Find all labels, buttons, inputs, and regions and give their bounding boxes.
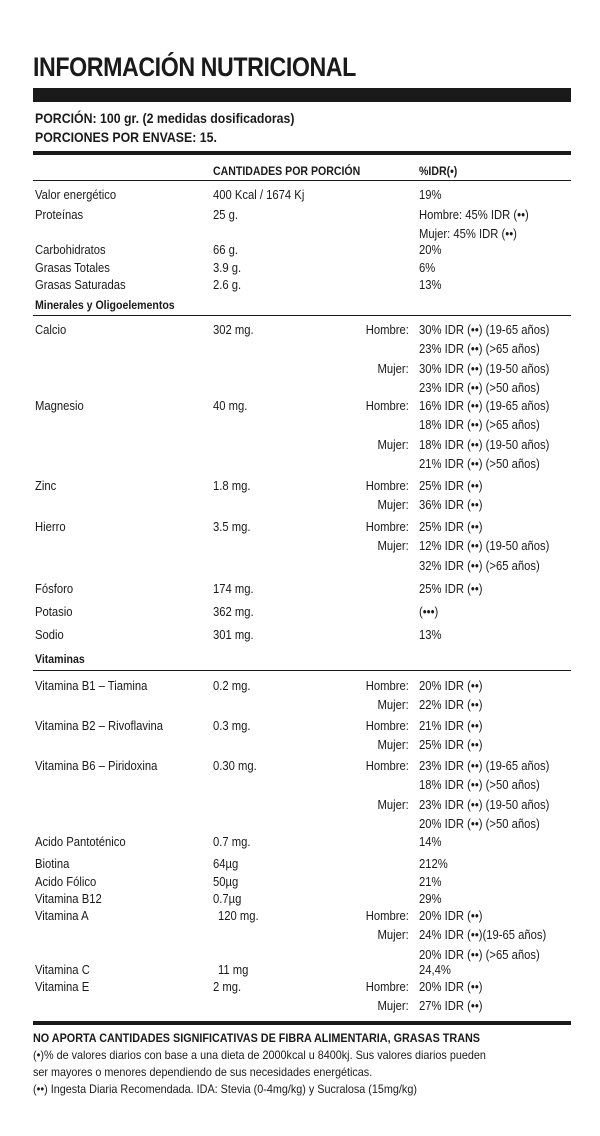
idr-value: 212%: [419, 857, 448, 871]
header-divider: [33, 180, 571, 181]
nutrient-name: Zinc: [35, 479, 57, 493]
idr-value: 21%: [419, 875, 442, 889]
nutrient-amount: 1.8 mg.: [213, 479, 251, 493]
idr-value: 23% IDR (••) (>65 años): [419, 342, 540, 356]
nutrient-name: Vitamina B6 – Piridoxina: [35, 759, 158, 773]
idr-value: 27% IDR (••): [419, 999, 483, 1013]
header-amount: CANTIDADES POR PORCIÓN: [213, 164, 361, 178]
idr-value: (•••): [419, 605, 439, 619]
nutrient-amount: 120 mg.: [218, 909, 259, 923]
idr-value: 20% IDR (••): [419, 679, 483, 693]
idr-value: 25% IDR (••): [419, 479, 483, 493]
idr-value: 29%: [419, 892, 442, 906]
nutrient-name: Valor energético: [35, 188, 117, 202]
nutrient-name: Magnesio: [35, 399, 84, 413]
nutrient-name: Vitamina B2 – Rivoflavina: [35, 719, 163, 733]
sex-label: Mujer:: [377, 738, 409, 752]
sex-label: Mujer:: [377, 362, 409, 376]
idr-value: 25% IDR (••): [419, 520, 483, 534]
idr-value: 13%: [419, 628, 442, 642]
nutrient-name: Vitamina B12: [35, 892, 102, 906]
sex-label: Hombre:: [365, 323, 409, 337]
idr-value: 18% IDR (••) (>50 años): [419, 778, 540, 792]
footer-note-daily-values: (•)% de valores diarios con base a una dieta de 2000kcal u 8400kj. Sus valores diarios pueden: [33, 1048, 486, 1062]
nutrient-name: Fósforo: [35, 582, 74, 596]
nutrient-amount: 0.2 mg.: [213, 679, 251, 693]
idr-value: 36% IDR (••): [419, 498, 483, 512]
sex-label: Mujer:: [377, 438, 409, 452]
idr-value: 20% IDR (••): [419, 980, 483, 994]
nutrient-amount: 2 mg.: [213, 980, 242, 994]
idr-value: 24% IDR (••)(19-65 años): [419, 928, 547, 942]
sex-label: Mujer:: [377, 698, 409, 712]
nutrient-name: Acido Pantoténico: [35, 835, 126, 849]
nutrient-name: Grasas Totales: [35, 261, 110, 275]
nutrient-name: Biotina: [35, 857, 70, 871]
idr-value: 12% IDR (••) (19-50 años): [419, 539, 550, 553]
idr-value: 30% IDR (••) (19-65 años): [419, 323, 550, 337]
idr-value: 16% IDR (••) (19-65 años): [419, 399, 550, 413]
nutrient-name: Vitamina E: [35, 980, 90, 994]
nutrient-name: Vitamina B1 – Tiamina: [35, 679, 148, 693]
nutrient-name: Vitamina A: [35, 909, 89, 923]
nutrient-amount: 302 mg.: [213, 323, 254, 337]
nutrient-amount: 0.7 mg.: [213, 835, 251, 849]
idr-value: 6%: [419, 261, 436, 275]
page-title: INFORMACIÓN NUTRICIONAL: [33, 52, 356, 82]
idr-value: Mujer: 45% IDR (••): [419, 227, 517, 241]
nutrient-amount: 301 mg.: [213, 628, 254, 642]
idr-value: 18% IDR (••) (19-50 años): [419, 438, 550, 452]
portions-per-pack: PORCIONES POR ENVASE: 15.: [35, 129, 217, 145]
nutrient-amount: 50µg: [213, 875, 239, 889]
idr-value: 13%: [419, 278, 442, 292]
idr-value: Hombre: 45% IDR (••): [419, 208, 529, 222]
nutrient-name: Vitamina C: [35, 963, 90, 977]
idr-value: 18% IDR (••) (>65 años): [419, 418, 540, 432]
nutrient-name: Grasas Saturadas: [35, 278, 126, 292]
idr-value: 21% IDR (••): [419, 719, 483, 733]
sex-label: Hombre:: [365, 679, 409, 693]
nutrient-amount: 40 mg.: [213, 399, 248, 413]
nutrient-amount: 0.3 mg.: [213, 719, 251, 733]
sex-label: Hombre:: [365, 719, 409, 733]
idr-value: 23% IDR (••) (>50 años): [419, 381, 540, 395]
idr-value: 25% IDR (••): [419, 582, 483, 596]
idr-value: 19%: [419, 188, 442, 202]
nutrient-amount: 2.6 g.: [213, 278, 242, 292]
sex-label: Hombre:: [365, 399, 409, 413]
idr-value: 32% IDR (••) (>65 años): [419, 559, 540, 573]
footer-note-energy-needs: ser mayores o menores dependiendo de sus necesidades energéticas.: [33, 1065, 373, 1079]
idr-value: 23% IDR (••) (19-65 años): [419, 759, 550, 773]
title-bar: [33, 88, 571, 102]
idr-value: 14%: [419, 835, 442, 849]
footer-divider: [33, 1021, 571, 1025]
nutrient-amount: 66 g.: [213, 243, 239, 257]
section-divider: [33, 315, 571, 316]
sex-label: Mujer:: [377, 498, 409, 512]
idr-value: 20%: [419, 243, 442, 257]
nutrient-amount: 3.5 mg.: [213, 520, 251, 534]
section-heading: Vitaminas: [35, 652, 85, 666]
section-heading: Minerales y Oligoelementos: [35, 298, 175, 312]
nutrient-amount: 0.30 mg.: [213, 759, 257, 773]
header-idr: %IDR(•): [419, 164, 458, 178]
sex-label: Hombre:: [365, 909, 409, 923]
idr-value: 30% IDR (••) (19-50 años): [419, 362, 550, 376]
idr-value: 25% IDR (••): [419, 738, 483, 752]
sex-label: Mujer:: [377, 999, 409, 1013]
nutrient-name: Carbohidratos: [35, 243, 106, 257]
sex-label: Hombre:: [365, 520, 409, 534]
nutrient-amount: 400 Kcal / 1674 Kj: [213, 188, 305, 202]
nutrient-name: Acido Fólico: [35, 875, 97, 889]
footer-note-fiber: NO APORTA CANTIDADES SIGNIFICATIVAS DE FIBRA ALIMENTARIA, GRASAS TRANS: [33, 1031, 481, 1045]
portion-size: PORCIÓN: 100 gr. (2 medidas dosificadoras): [35, 110, 295, 126]
nutrient-name: Hierro: [35, 520, 66, 534]
section-divider: [33, 670, 571, 671]
idr-value: 23% IDR (••) (19-50 años): [419, 798, 550, 812]
sex-label: Mujer:: [377, 539, 409, 553]
nutrient-amount: 64µg: [213, 857, 239, 871]
idr-value: 20% IDR (••) (>50 años): [419, 817, 540, 831]
nutrient-amount: 11 mg: [218, 963, 249, 977]
idr-value: 20% IDR (••): [419, 909, 483, 923]
nutrient-name: Sodio: [35, 628, 64, 642]
divider-thick: [33, 151, 571, 155]
nutrient-amount: 174 mg.: [213, 582, 254, 596]
sex-label: Hombre:: [365, 479, 409, 493]
sex-label: Mujer:: [377, 798, 409, 812]
nutrient-name: Potasio: [35, 605, 73, 619]
idr-value: 21% IDR (••) (>50 años): [419, 457, 540, 471]
sex-label: Hombre:: [365, 980, 409, 994]
nutrient-amount: 0.7µg: [213, 892, 242, 906]
nutrient-name: Calcio: [35, 323, 67, 337]
nutrient-amount: 362 mg.: [213, 605, 254, 619]
idr-value: 24,4%: [419, 963, 451, 977]
nutrient-amount: 25 g.: [213, 208, 239, 222]
nutrient-name: Proteínas: [35, 208, 84, 222]
sex-label: Hombre:: [365, 759, 409, 773]
nutrient-amount: 3.9 g.: [213, 261, 242, 275]
sex-label: Mujer:: [377, 928, 409, 942]
footer-note-idr: (••) Ingesta Diaria Recomendada. IDA: Stevia (0-4mg/kg) y Sucralosa (15mg/kg): [33, 1082, 417, 1096]
idr-value: 22% IDR (••): [419, 698, 483, 712]
idr-value: 20% IDR (••) (>65 años): [419, 948, 540, 962]
